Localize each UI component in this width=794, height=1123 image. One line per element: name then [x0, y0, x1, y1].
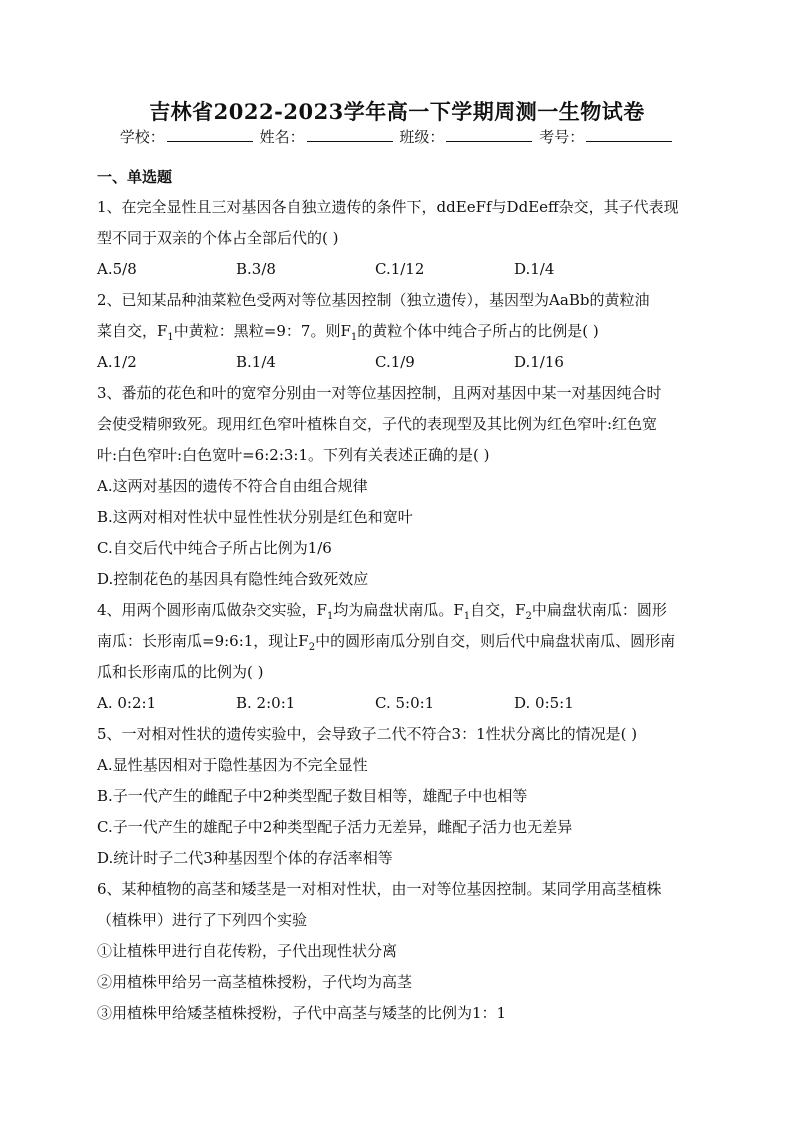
- text-run: 自交，F: [470, 601, 526, 619]
- option-d: D. 0:5:1: [514, 694, 574, 712]
- option-a: A.显性基因相对于隐性基因为不完全显性: [97, 756, 368, 774]
- question-4-options: [97, 688, 697, 719]
- question-4-line-1: [97, 595, 697, 626]
- subscript: 2: [308, 642, 316, 653]
- option-b: B.1/4: [236, 353, 276, 371]
- option-d: D.统计时子二代3种基因型个体的存活率相等: [97, 849, 393, 867]
- option-a: A.1/2: [97, 353, 137, 371]
- question-5-line-1: 5、一对相对性状的遗传实验中，会导致子二代不符合3：1性状分离比的情况是( ): [97, 725, 638, 743]
- option-c: C.1/12: [375, 260, 425, 278]
- question-2-line-2: [97, 316, 697, 347]
- question-4-line-2: [97, 626, 697, 657]
- question-6-line-2: （植株甲）进行了下列四个实验: [97, 911, 308, 929]
- option-c: C.自交后代中纯合子所占比例为1/6: [97, 539, 332, 557]
- option-a: A.5/8: [97, 260, 137, 278]
- question-1-line-2: 型不同于双亲的个体占全部后代的( ): [97, 229, 339, 247]
- class-blank[interactable]: [446, 127, 532, 142]
- text-run: 南瓜：长形南瓜=9:6:1，现让F: [97, 632, 309, 650]
- option-b: B.子一代产生的雌配子中2种类型配子数目相等，雄配子中也相等: [97, 787, 528, 805]
- text-run: 中扁盘状南瓜：圆形: [531, 601, 667, 619]
- option-d: D.1/4: [514, 260, 555, 278]
- subscript: 1: [463, 611, 471, 622]
- experiment-2: ②用植株甲给另一高茎植株授粉，子代均为高茎: [97, 973, 413, 991]
- number-blank[interactable]: [586, 127, 672, 142]
- name-label: 姓名：: [259, 128, 305, 146]
- subscript: 1: [167, 332, 174, 343]
- class-label: 班级：: [399, 128, 445, 146]
- question-2-options: [97, 347, 697, 378]
- option-c: C.子一代产生的雄配子中2种类型配子活力无差异，雌配子活力也无差异: [97, 818, 573, 836]
- text-run: 菜自交，F: [97, 322, 168, 340]
- text-run: 中黄粒：黑粒=9：7。则F: [173, 322, 351, 340]
- question-3-line-1: 3、番茄的花色和叶的宽窄分别由一对等位基因控制，且两对基因中某一对基因纯合时: [97, 384, 662, 402]
- question-3-line-3: 叶:白色窄叶:白色宽叶=6:2:3:1。下列有关表述正确的是( ): [97, 446, 490, 464]
- text-run: 4、用两个圆形南瓜做杂交实验，F: [97, 601, 327, 619]
- questions: [97, 162, 697, 1029]
- subscript: 1: [350, 332, 358, 343]
- text-run: 中的圆形南瓜分别自交，则后代中扁盘状南瓜、圆形南: [315, 632, 676, 650]
- option-b: B.这两对相对性状中显性性状分别是红色和宽叶: [97, 508, 413, 526]
- student-info-line: [0, 126, 794, 147]
- experiment-3: ③用植株甲给矮茎植株授粉，子代中高茎与矮茎的比例为1：1: [97, 1004, 507, 1022]
- option-a: A. 0:2:1: [97, 694, 157, 712]
- experiment-1: ①让植株甲进行自花传粉，子代出现性状分离: [97, 942, 398, 960]
- question-3-line-2: 会使受精卵致死。现用红色窄叶植株自交，子代的表现型及其比例为红色窄叶:红色宽: [97, 415, 658, 433]
- question-1-options: [97, 254, 697, 285]
- option-c: C. 5:0:1: [375, 694, 435, 712]
- question-6-line-1: 6、某种植物的高茎和矮茎是一对相对性状，由一对等位基因控制。某同学用高茎植株: [97, 880, 662, 898]
- name-blank[interactable]: [307, 127, 393, 142]
- text-run: 的黄粒个体中纯合子所占的比例是( ): [357, 322, 599, 340]
- section-heading: 一、单选题: [97, 168, 173, 186]
- number-label: 考号：: [539, 128, 585, 146]
- option-d: D.1/16: [514, 353, 564, 371]
- text-run: 均为扁盘状南瓜。F: [333, 601, 464, 619]
- page-title: 吉林省2022-2023学年高一下学期周测一生物试卷: [149, 99, 645, 124]
- school-label: 学校：: [119, 128, 165, 146]
- option-b: B. 2:0:1: [236, 694, 296, 712]
- option-b: B.3/8: [236, 260, 276, 278]
- question-2-line-1: 2、已知某品种油菜粒色受两对等位基因控制（独立遗传），基因型为AaBb的黄粒油: [97, 291, 650, 309]
- option-c: C.1/9: [375, 353, 415, 371]
- subscript: 2: [525, 611, 532, 622]
- question-4-line-3: 瓜和长形南瓜的比例为( ): [97, 663, 264, 681]
- subscript: 1: [326, 611, 334, 622]
- school-blank[interactable]: [167, 127, 253, 142]
- option-d: D.控制花色的基因具有隐性纯合致死效应: [97, 570, 369, 588]
- question-1-line-1: 1、在完全显性且三对基因各自独立遗传的条件下，ddEeFf与DdEeff杂交，其子代表现: [97, 198, 679, 216]
- option-a: A.这两对基因的遗传不符合自由组合规律: [97, 477, 368, 495]
